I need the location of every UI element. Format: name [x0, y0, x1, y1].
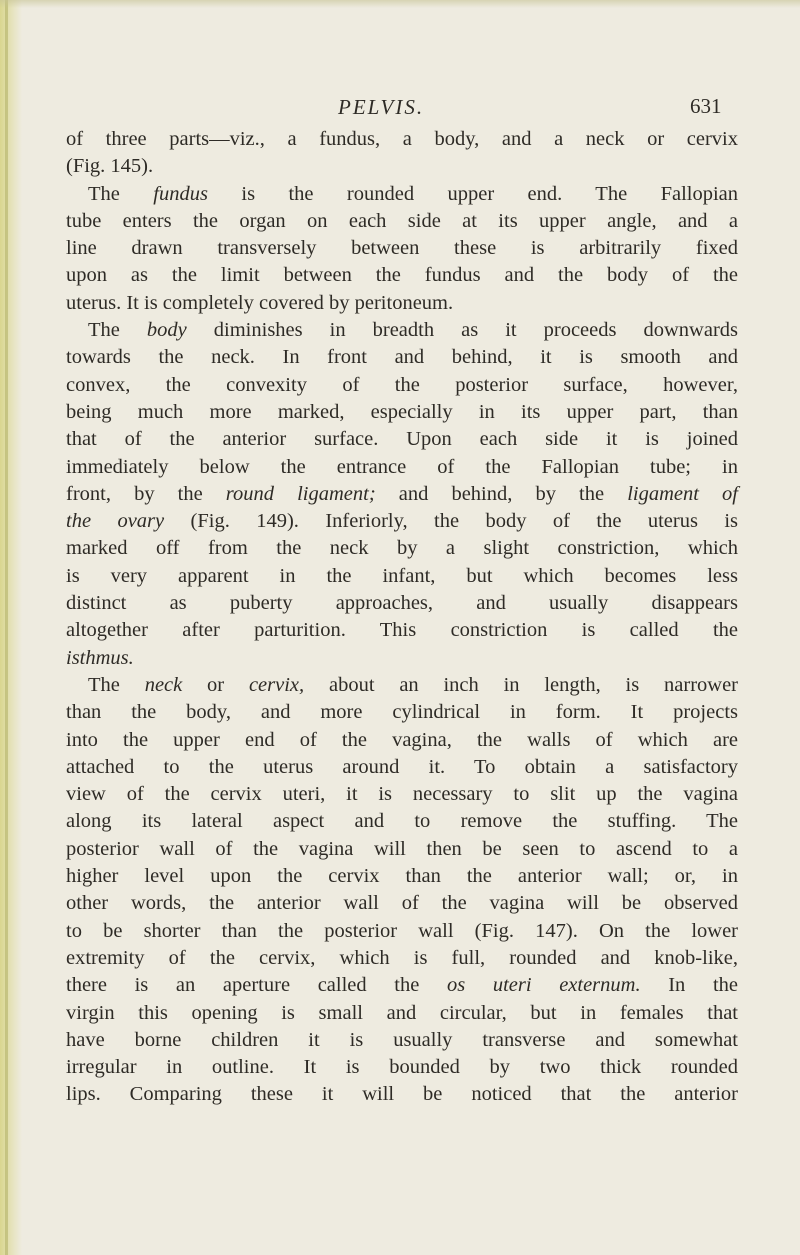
italic-term: os uteri externum.	[446, 974, 641, 997]
text-line: altogether after parturition. This constriction is called the	[66, 619, 738, 642]
text-line: is very apparent in the infant, but which becomes less	[66, 564, 738, 587]
italic-term: neck	[144, 673, 183, 696]
italic-term: body	[146, 319, 187, 342]
text-line	[66, 645, 738, 672]
italic-term: the ovary	[66, 510, 165, 533]
text-line: distinct as puberty approaches, and usually disappears	[66, 592, 738, 615]
text-line: view of the cervix uteri, it is necessary to slit up the vagina	[66, 783, 738, 806]
text-line: into the upper end of the vagina, the walls of which are	[66, 728, 738, 751]
text-line: The fundus is the rounded upper end. The Fallopian	[88, 182, 739, 205]
text-line: convex, the convexity of the posterior surface, however,	[66, 373, 738, 396]
text-line: tube enters the organ on each side at its upper angle, and a	[66, 209, 738, 232]
text-line: extremity of the cervix, which is full, rounded and knob-like,	[66, 946, 738, 969]
text-line: line drawn transversely between these is arbitrarily fixed	[66, 237, 738, 260]
text-line: The neck or cervix, about an inch in length, is narrower	[88, 673, 739, 696]
text-line: posterior wall of the vagina will then be seen to ascend to a	[66, 837, 738, 860]
text-line: upon as the limit between the fundus and the body of the	[66, 264, 738, 287]
italic-term: round ligament;	[225, 482, 376, 505]
text-line: there is an aperture called the os uteri externum. In the	[66, 974, 738, 997]
text-line: front, by the round ligament; and behind, by the ligament of	[66, 482, 738, 505]
italic-term: fundus	[153, 182, 208, 205]
text-line: attached to the uterus around it. To obtain a satisfactory	[66, 755, 738, 778]
text-line: immediately below the entrance of the Fallopian tube; in	[66, 455, 738, 478]
text-line: marked off from the neck by a slight constriction, which	[66, 537, 738, 560]
text-line: irregular in outline. It is bounded by two thick rounded	[66, 1056, 738, 1079]
italic-term: isthmus.	[66, 646, 134, 669]
page-top-shadow	[0, 0, 800, 8]
page-edge-shadow	[0, 0, 22, 1255]
text-line: to be shorter than the posterior wall (Fig. 147). On the lower	[66, 919, 738, 942]
text-line: The body diminishes in breadth as it proceeds downwards	[88, 319, 738, 342]
text-line: along its lateral aspect and to remove the stuffing. The	[66, 810, 738, 833]
text-line: of three parts—viz., a fundus, a body, and a neck or cervix	[66, 128, 738, 150]
body-text	[66, 126, 738, 1109]
running-head: PELVIS.	[338, 95, 425, 119]
italic-term: ligament of	[627, 482, 738, 505]
text-line: that of the anterior surface. Upon each side it is joined	[66, 428, 738, 451]
text-line: have borne children it is usually transverse and somewhat	[66, 1028, 738, 1051]
page-number: 631	[690, 94, 722, 118]
text-line: uterus. It is completely covered by peritoneum.	[66, 291, 454, 314]
text-line: (Fig. 145).	[66, 155, 154, 178]
italic-term: cervix,	[248, 673, 305, 696]
text-line: other words, the anterior wall of the vagina will be observed	[66, 892, 738, 915]
text-line: than the body, and more cylindrical in form. It projects	[66, 701, 738, 724]
text-line: lips. Comparing these it will be noticed that the anterior	[66, 1083, 738, 1106]
text-line: virgin this opening is small and circular, but in females that	[66, 1001, 738, 1024]
text-line: being much more marked, especially in its upper part, than	[66, 400, 738, 423]
text-line: towards the neck. In front and behind, it is smooth and	[66, 346, 738, 369]
text-line: higher level upon the cervix than the anterior wall; or, in	[66, 865, 738, 888]
text-line: the ovary (Fig. 149). Inferiorly, the body of the uterus is	[66, 510, 738, 533]
